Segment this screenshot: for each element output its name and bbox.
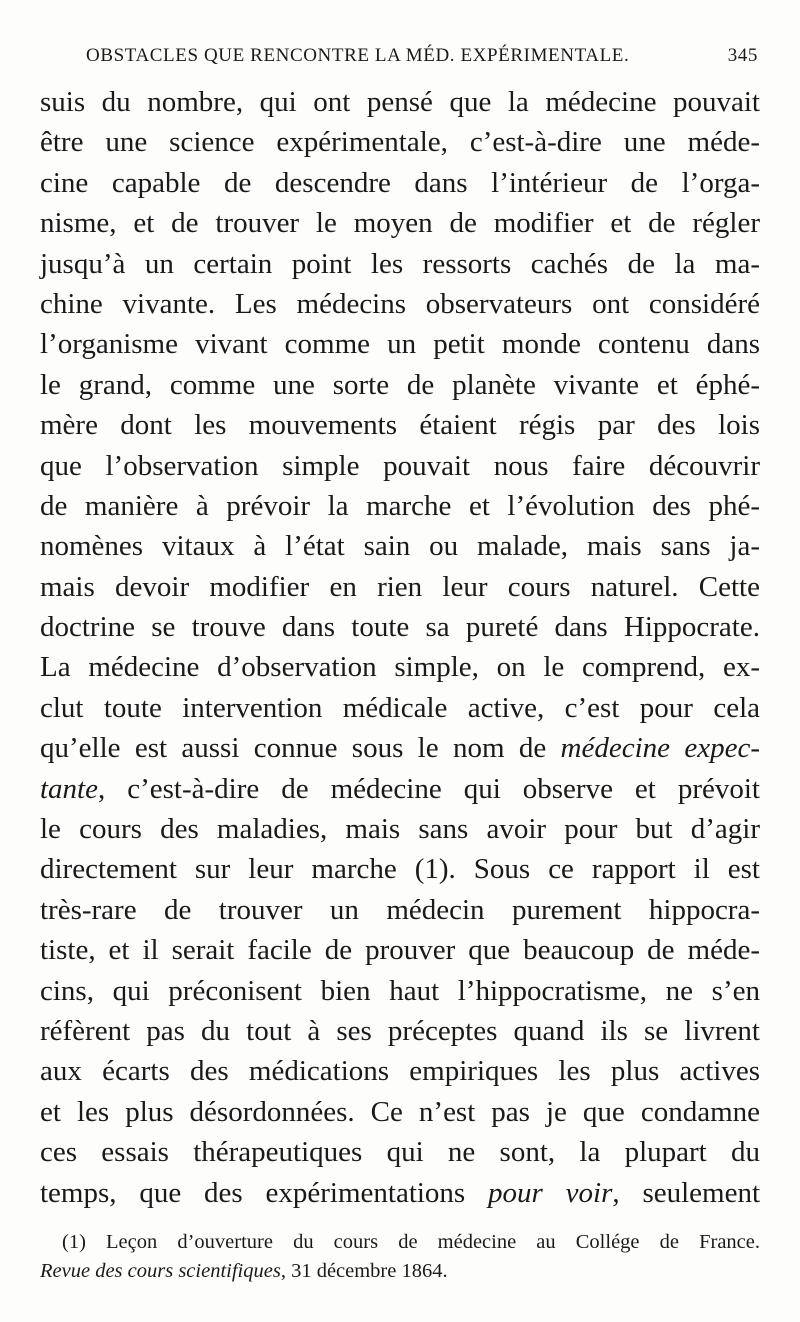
text-line: mère dont les mouvements étaient régis par des lois [40, 409, 760, 442]
text-line: chine vivante. Les médecins observateurs ont considéré [40, 287, 760, 320]
text-line: l’organisme vivant comme un petit monde contenu dans [40, 328, 760, 361]
text-line-with-italic [40, 769, 760, 809]
text-line: aux écarts des médications empiriques les plus actives [40, 1055, 760, 1088]
text-line: nisme, et de trouver le moyen de modifier et de régler [40, 207, 760, 240]
text-line: le cours des maladies, mais sans avoir pour but d’agir [40, 813, 760, 846]
italic-term: médecine expec- [560, 732, 760, 765]
text-line: cins, qui préconisent bien haut l’hippocratisme, ne s’en [40, 974, 760, 1007]
footnote-source-title: Revue des cours scientifiques [40, 1260, 281, 1282]
text-line-with-italic [40, 728, 760, 768]
text-segment: qu’elle est aussi connue sous le nom de [40, 732, 561, 765]
running-head [86, 42, 758, 70]
running-head-title: OBSTACLES QUE RENCONTRE LA MÉD. EXPÉRIMENTALE. [86, 45, 630, 66]
footnote-source [40, 1257, 760, 1286]
body-text [40, 82, 760, 1213]
text-line: suis du nombre, qui ont pensé que la médecine pouvait [40, 86, 760, 118]
text-line: doctrine se trouve dans toute sa pureté dans Hippocrate. [40, 611, 760, 644]
text-line: tiste, et il serait facile de prouver que beaucoup de méde- [40, 934, 760, 967]
text-line: ces essais thérapeutiques qui ne sont, la plupart du [40, 1136, 760, 1169]
text-line-with-italic [40, 1173, 760, 1213]
text-line: jusqu’à un certain point les ressorts cachés de la ma- [40, 247, 760, 280]
footnote-line: (1) Leçon d’ouverture du cours de médecine au Collége de France. [62, 1231, 760, 1253]
text-line: que l’observation simple pouvait nous faire découvrir [40, 449, 760, 482]
text-line: le grand, comme une sorte de planète vivante et éphé- [40, 368, 760, 401]
text-line: cine capable de descendre dans l’intérieur de l’orga- [40, 166, 760, 199]
text-segment: , seulement [612, 1176, 761, 1209]
text-segment: , c’est-à-dire de médecine qui observe et prévoit [98, 772, 760, 805]
page-number: 345 [727, 45, 758, 66]
text-segment: temps, que des expérimentations [40, 1176, 489, 1209]
text-line: La médecine d’observation simple, on le comprend, ex- [40, 651, 760, 684]
footnote [40, 1228, 760, 1286]
text-line: clut toute intervention médicale active, c’est pour cela [40, 691, 760, 724]
text-line: être une science expérimentale, c’est-à-dire une méde- [40, 126, 760, 159]
text-line: nomènes vitaux à l’état sain ou malade, mais sans ja- [40, 530, 760, 563]
text-line: très-rare de trouver un médecin purement hippocra- [40, 893, 760, 926]
text-line: réfèrent pas du tout à ses préceptes quand ils se livrent [40, 1014, 760, 1047]
text-line: et les plus désordonnées. Ce n’est pas je que condamne [40, 1095, 760, 1128]
text-line: de manière à prévoir la marche et l’évolution des phé- [40, 489, 760, 522]
italic-term: tante [40, 772, 98, 805]
text-line: mais devoir modifier en rien leur cours naturel. Cette [40, 570, 760, 603]
italic-term: pour voir [488, 1176, 613, 1209]
footnote-source-date: , 31 décembre 1864. [280, 1260, 448, 1282]
text-line: directement sur leur marche (1). Sous ce rapport il est [40, 853, 760, 886]
